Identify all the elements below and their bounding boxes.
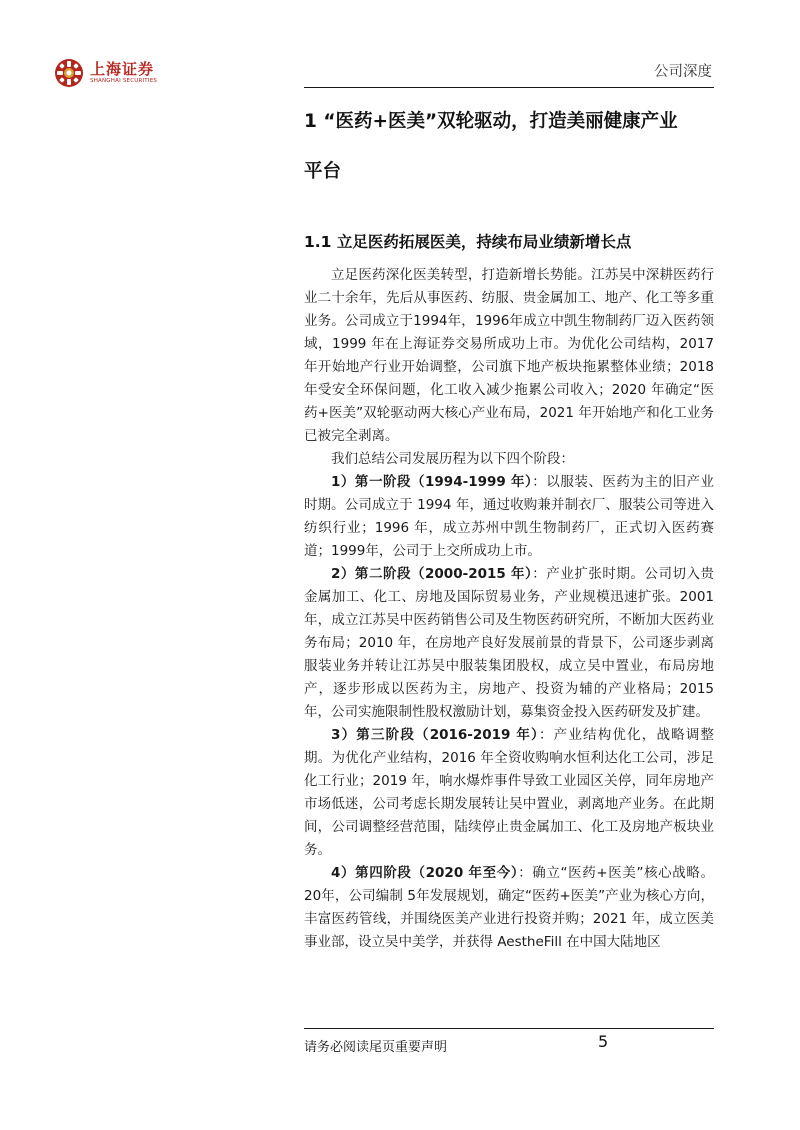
paragraph-stage-2 [304,563,714,724]
footer-divider [304,1028,714,1029]
paragraph-stage-1 [304,471,714,563]
paragraph [304,264,714,448]
paragraph-text: ：确立“医药+医美”核心战略。20年，公司编制 5年发展规划，确定“医药+医美”产业为核心方向，丰富医药管线，并围绕医美产业进行投资并购；2021 年，成立医美事业部，设立吴中美学，并获得 AestheFill 在中国大陆地区 [304,865,714,950]
paragraph-text: 立足医药深化医美转型，打造新增长势能。江苏吴中深耕医药行业二十余年，先后从事医药、纺服、贵金属加工、地产、化工等多重业务。公司成立于1994年，1996年成立中凯生物制药厂迈入医药领域，1999 年在上海证券交易所成功上市。为优化公司结构，2017 年开始地产行业开始调整，公司旗下地产板块拖累整体业绩；2018 年受安全环保问题，化工收入减少拖累公司收入；2020 年确定“医药+医美”双轮驱动两大核心产业布局，2021 年开始地产和化工业务已被完全剥离。 [304,267,714,444]
paragraph-text: ：产业结构优化，战略调整期。为优化产业结构，2016 年全资收购响水恒利达化工公司，涉足化工行业；2019 年，响水爆炸事件导致工业园区关停，同年房地产市场低迷，公司考虑长期发展转让吴中置业，剥离地产业务。在此期间，公司调整经营范围，陆续停止贵金属加工、化工及房地产板块业务。 [304,727,714,858]
body-text [304,264,714,954]
page-number: 5 [598,1032,609,1051]
subsection-heading: 1.1 立足医药拓展医美，持续布局业绩新增长点 [304,233,632,251]
logo-chinese-name: 上海证券 [90,60,155,78]
paragraph-lead: 1）第一阶段（1994-1999 年） [331,474,533,490]
paragraph-stage-3 [304,724,714,862]
section-heading-continued: 平台 [304,161,342,182]
paragraph-lead: 3）第三阶段（2016-2019 年） [331,727,539,743]
paragraph-text: ：以服装、医药为主的旧产业时期。公司成立于 1994 年，通过收购兼并制衣厂、服装公司等进入纺织行业；1996 年，成立苏州中凯生物制药厂，正式切入医药赛道；1999年，公司于上交所成功上市。 [304,474,715,559]
paragraph-text: ：产业扩张时期。公司切入贵金属加工、化工、房地及国际贸易业务，产业规模迅速扩张。2001 年，成立江苏吴中医药销售公司及生物医药研究所，不断加大医药业务布局；2010 年，在房地产良好发展前景的背景下，公司逐步剥离服装业务并转让江苏吴中服装集团股权，成立吴中置业，布局房地产，逐步形成以医药为主，房地产、投资为辅的产业格局；2015 年，公司实施限制性股权激励计划，募集资金投入医药研发及扩建。 [304,566,715,720]
section-heading: 1 “医药+医美”双轮驱动，打造美丽健康产业 [304,111,678,132]
brand-logo [54,58,157,88]
page-header [0,0,800,95]
paragraph [304,448,714,471]
shanghai-securities-logo-icon [54,58,84,88]
paragraph-lead: 4）第四阶段（2020 年至今） [331,865,519,881]
header-divider [304,87,714,88]
logo-english-name: SHANGHAI SECURITIES [90,78,158,84]
paragraph-text: 我们总结公司发展历程为以下四个阶段： [331,451,574,467]
paragraph-lead: 2）第二阶段（2000-2015 年） [331,566,533,582]
logo-text [90,61,157,85]
footer-disclaimer: 请务必阅读尾页重要声明 [304,1040,448,1055]
paragraph-stage-4 [304,862,714,954]
report-type-label: 公司深度 [654,64,712,80]
